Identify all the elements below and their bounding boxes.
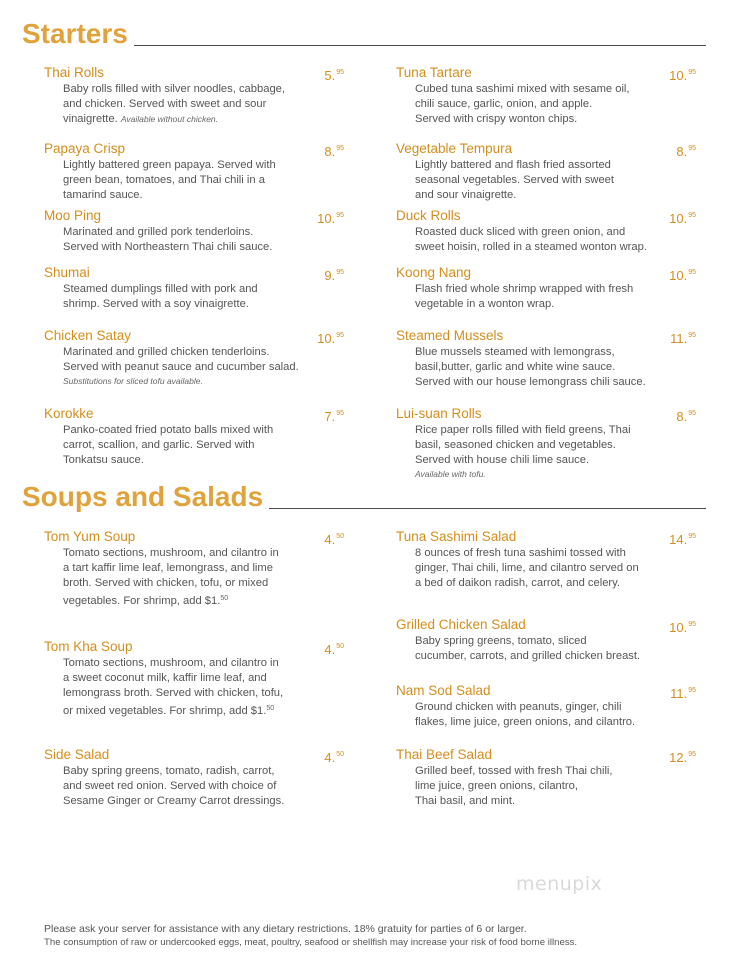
menu-item-korokke <box>44 406 344 468</box>
item-price: 11.95 <box>670 686 696 701</box>
item-name: Vegetable Tempura <box>396 141 513 156</box>
menu-item-duck-rolls <box>396 208 696 255</box>
menu-item-lui-suan-rolls <box>396 406 696 481</box>
item-price: 10.95 <box>669 68 696 83</box>
item-note: Substitutions for sliced tofu available. <box>63 376 203 386</box>
item-price: 9.95 <box>324 268 344 283</box>
item-description: Roasted duck sliced with green onion, and sweet hoisin, rolled in a steamed wonton wrap. <box>415 226 647 253</box>
item-note: Available without chicken. <box>120 114 219 124</box>
item-name: Side Salad <box>44 747 110 762</box>
starters-header <box>22 20 706 48</box>
item-name: Lui-suan Rolls <box>396 406 482 421</box>
menu-item-tuna-tartare <box>396 65 696 127</box>
section-title-starters: Starters <box>22 18 128 49</box>
soups-header <box>22 483 706 511</box>
item-description: Grilled beef, tossed with fresh Thai chili, lime juice, green onions, cilantro, Thai basil, and mint. <box>415 765 613 807</box>
item-description: Marinated and grilled chicken tenderloins. Served with peanut sauce and cucumber salad. <box>63 346 299 373</box>
menu-item-steamed-mussels <box>396 328 696 390</box>
item-name: Tuna Tartare <box>396 65 472 80</box>
menu-item-papaya-crisp <box>44 141 344 203</box>
item-name: Duck Rolls <box>396 208 461 223</box>
item-name: Papaya Crisp <box>44 141 126 156</box>
footer-raw-food-warning: The consumption of raw or undercooked eggs, meat, poultry, seafood or shellfish may increase your risk of food borne illness. <box>44 937 578 948</box>
menu-item-koong-nang <box>396 265 696 312</box>
footer-dietary-note: Please ask your server for assistance with any dietary restrictions. 18% gratuity for parties of 6 or larger. <box>44 923 527 935</box>
item-name: Moo Ping <box>44 208 102 223</box>
item-description: Steamed dumplings filled with pork and shrimp. Served with a soy vinaigrette. <box>63 283 258 310</box>
item-description: Baby rolls filled with silver noodles, cabbage, and chicken. Served with sweet and sour vinaigrette. Available without chicken. <box>63 83 286 125</box>
item-name: Tom Yum Soup <box>44 529 136 544</box>
item-description: Baby spring greens, tomato, radish, carrot, and sweet red onion. Served with choice of Sesame Ginger or Creamy Carrot dressings. <box>63 765 285 807</box>
item-price: 4.50 <box>324 642 344 657</box>
menu-item-thai-beef-salad <box>396 747 696 809</box>
item-price: 4.50 <box>324 532 344 547</box>
item-description: Tomato sections, mushroom, and cilantro in a tart kaffir lime leaf, lemongrass, and lime broth. Served with chicken, tofu, or mixed vegetables. For shrimp, add $1.50 <box>63 547 279 607</box>
item-description: Tomato sections, mushroom, and cilantro in a sweet coconut milk, kaffir lime leaf, and lemongrass broth. Served with chicken, tofu, or mixed vegetables. For shrimp, add $1.50 <box>63 657 284 717</box>
item-name: Steamed Mussels <box>396 328 504 343</box>
item-description: Cubed tuna sashimi mixed with sesame oil, chili sauce, garlic, onion, and apple. Served with crispy wonton chips. <box>415 83 630 125</box>
item-description: 8 ounces of fresh tuna sashimi tossed with ginger, Thai chili, lime, and cilantro served on a bed of daikon radish, carrot, and celery. <box>415 547 639 589</box>
item-description: Lightly battered and flash fried assorted seasonal vegetables. Served with sweet and sour vinaigrette. <box>415 159 615 201</box>
item-description: Panko-coated fried potato balls mixed with carrot, scallion, and garlic. Served with Tonkatsu sauce. <box>63 424 274 466</box>
item-name: Koong Nang <box>396 265 472 280</box>
item-name: Shumai <box>44 265 90 280</box>
menu-item-tom-yum-soup <box>44 529 344 609</box>
menu-item-nam-sod-salad <box>396 683 696 730</box>
item-description: Lightly battered green papaya. Served with green bean, tomatoes, and Thai chili in a tamarind sauce. <box>63 159 276 201</box>
item-price: 5.95 <box>324 68 344 83</box>
item-price: 10.95 <box>669 620 696 635</box>
menu-item-chicken-satay <box>44 328 344 388</box>
section-rule <box>134 45 706 46</box>
menupix-watermark: menupix <box>516 873 603 895</box>
item-description: Baby spring greens, tomato, sliced cucumber, carrots, and grilled chicken breast. <box>415 635 641 662</box>
item-price: 8.95 <box>324 144 344 159</box>
footer-notice <box>44 923 734 949</box>
item-description: Blue mussels steamed with lemongrass, basil,butter, garlic and white wine sauce. Served with our house lemongrass chili sauce. <box>415 346 646 388</box>
item-description: Flash fried whole shrimp wrapped with fresh vegetable in a wonton wrap. <box>415 283 634 310</box>
item-name: Korokke <box>44 406 94 421</box>
menu-item-vegetable-tempura <box>396 141 696 203</box>
section-title-soups-salads: Soups and Salads <box>22 481 264 512</box>
item-price: 10.95 <box>669 211 696 226</box>
item-price: 10.95 <box>317 331 344 346</box>
item-price: 7.95 <box>324 409 344 424</box>
section-rule <box>269 508 706 509</box>
item-price: 12.95 <box>669 750 696 765</box>
menu-item-grilled-chicken-salad <box>396 617 696 664</box>
menu-item-tuna-sashimi-salad <box>396 529 696 591</box>
item-name: Nam Sod Salad <box>396 683 491 698</box>
item-description: Marinated and grilled pork tenderloins. Served with Northeastern Thai chili sauce. <box>63 226 273 253</box>
item-price: 4.50 <box>324 750 344 765</box>
item-name: Thai Beef Salad <box>396 747 493 762</box>
item-description: Ground chicken with peanuts, ginger, chili flakes, lime juice, green onions, and cilantro. <box>415 701 636 728</box>
menu-item-thai-rolls <box>44 65 344 127</box>
item-description: Rice paper rolls filled with field greens, Thai basil, seasoned chicken and vegetables. Served with house chili lime sauce. <box>415 424 631 466</box>
menu-item-side-salad <box>44 747 344 809</box>
item-price: 10.95 <box>317 211 344 226</box>
item-name: Chicken Satay <box>44 328 132 343</box>
item-name: Grilled Chicken Salad <box>396 617 526 632</box>
item-note: Available with tofu. <box>415 469 486 479</box>
item-name: Tuna Sashimi Salad <box>396 529 517 544</box>
item-price: 11.95 <box>670 331 696 346</box>
item-price: 14.95 <box>669 532 696 547</box>
item-price: 8.95 <box>676 409 696 424</box>
item-name: Tom Kha Soup <box>44 639 133 654</box>
menu-item-shumai <box>44 265 344 312</box>
menu-item-moo-ping <box>44 208 344 255</box>
menu-item-tom-kha-soup <box>44 639 344 719</box>
item-price: 10.95 <box>669 268 696 283</box>
item-price: 8.95 <box>676 144 696 159</box>
item-name: Thai Rolls <box>44 65 105 80</box>
